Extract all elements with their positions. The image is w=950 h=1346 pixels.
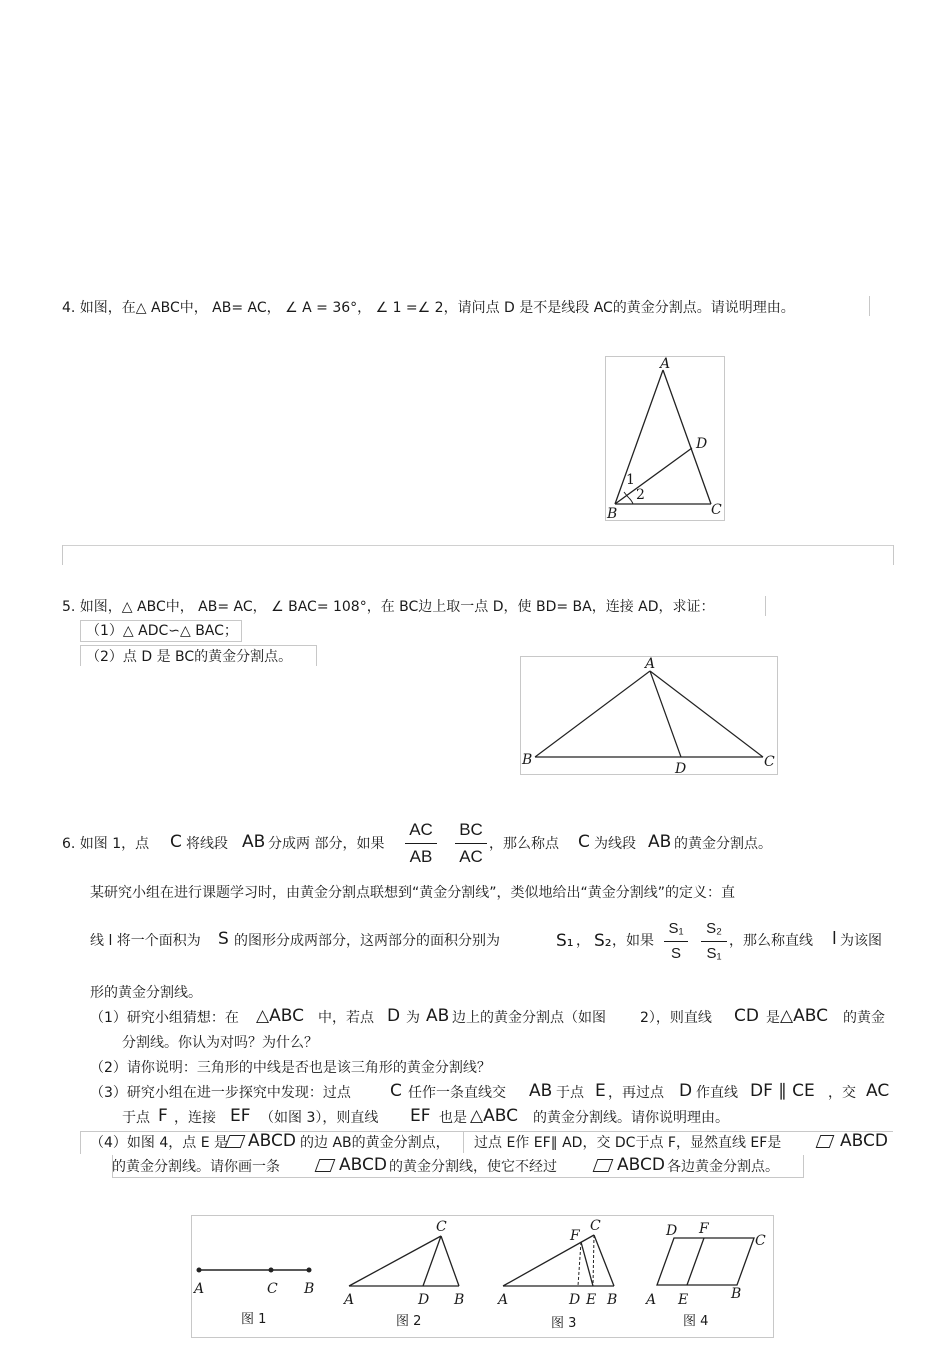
fig3-label-e: E [586, 1292, 597, 1308]
q6-part3-ac: AC [866, 1081, 890, 1101]
fig2-label-a: A [344, 1292, 355, 1308]
divider-edge-right [893, 545, 894, 565]
fig3-label-f: F [570, 1228, 580, 1244]
fig4-label-f: F [699, 1221, 709, 1237]
q6-part3-ab: AB [529, 1081, 553, 1101]
q6-var-ab: AB [242, 832, 266, 852]
fig3-label-d: D [569, 1292, 581, 1308]
q6-var-s2: S₂ [594, 931, 612, 951]
q6-part3-df: DF ∥ CE [750, 1081, 815, 1101]
fig4-label-b: B [731, 1286, 742, 1302]
fig4-label-e: E [678, 1292, 689, 1308]
q6-part3b-f: F [158, 1106, 168, 1126]
fraction-bar [405, 843, 437, 844]
label-b: B [522, 752, 533, 768]
q6-var-l: l [832, 929, 837, 949]
q6-part1-tri2: △ABC [780, 1006, 828, 1026]
q6-def-mid: 的图形分成两部分，这两部分的面积分别为 [234, 933, 500, 949]
q6-part1-pre: （1）研究小组猜想：在 [90, 1010, 239, 1026]
q6-line1-mid: 将线段 [186, 836, 228, 852]
q6-part3-mid: 任作一条直线交 [408, 1085, 506, 1101]
q6-part4-pre: （4）如图 4，点 E 是 [90, 1135, 229, 1151]
fig3-label-a: A [498, 1292, 509, 1308]
fraction-s2-s1 [701, 920, 727, 963]
q6-var-c2: C [578, 832, 590, 852]
q6-part1-line2: 分割线。你认为对吗？为什么？ [122, 1035, 318, 1051]
q6-part4b-abcd: ABCD [339, 1155, 387, 1175]
q6-part4b-mid: 的黄金分割线，使它不经过 [389, 1159, 557, 1175]
fig4-caption: 图 4 [683, 1314, 709, 1329]
q6-part3-c: C [390, 1081, 402, 1101]
text-box-edge [869, 296, 870, 316]
q6-part3-mid2: 于点 [556, 1085, 584, 1101]
text-box-edge [765, 596, 766, 616]
fig2-caption: 图 2 [396, 1314, 422, 1329]
q6-part1-fig: 2），则直线 [640, 1010, 712, 1026]
q6-line1-mid2: 分成两 部分，如果 [268, 836, 385, 852]
fig4-label-a: A [646, 1292, 657, 1308]
fig3-label-b: B [607, 1292, 618, 1308]
q6-part1-end: 的黄金 [843, 1010, 885, 1026]
fraction-bar [664, 941, 688, 942]
q6-part4b-end: 各边黄金分割点。 [667, 1159, 779, 1175]
question-5-part-2: （2）点 D 是 BC的黄金分割点。 [86, 649, 293, 665]
question-4-figure [605, 356, 726, 522]
fraction-denominator: S [670, 945, 681, 962]
q6-var-s: S [218, 929, 229, 949]
fig3-caption: 图 3 [551, 1316, 577, 1331]
fig2-label-d: D [418, 1292, 430, 1308]
q6-part3-d: D [679, 1081, 693, 1101]
figures-1-to-4 [191, 1215, 775, 1339]
q6-part4b-abcd2: ABCD [617, 1155, 665, 1175]
fig1-caption: 图 1 [241, 1312, 267, 1327]
q6-part3b-mid: ，连接 [174, 1110, 216, 1126]
fraction-denominator: AC [459, 847, 483, 866]
q6-part4-abcd2: ABCD [840, 1131, 888, 1151]
q6-part3b-tri: △ABC [470, 1106, 518, 1126]
q6-part1-ab: AB [426, 1006, 450, 1026]
q6-comma: ， [576, 933, 590, 949]
q6-part3b-mid3: 也是 [439, 1110, 467, 1126]
fraction-bar [701, 941, 727, 942]
label-a: A [645, 656, 656, 672]
q6-definition-line3: 形的黄金分割线。 [90, 985, 202, 1001]
divider [62, 545, 894, 546]
fraction-s1-s [664, 920, 688, 963]
label-a: A [660, 356, 671, 372]
q6-part3b-end: 的黄金分割线。请你说明理由。 [533, 1110, 729, 1126]
q6-part4b-pre: 的黄金分割线。请你画一条 [112, 1159, 280, 1175]
q6-line1-post: ，那么称点 [489, 836, 559, 852]
fig3-label-c: C [590, 1218, 601, 1234]
label-d: D [675, 761, 687, 776]
q6-part3b-mid2: （如图 3），则直线 [260, 1110, 379, 1126]
angle-1-label: 1 [626, 472, 635, 488]
fraction-numerator: BC [459, 820, 483, 839]
angle-2-label: 2 [636, 487, 645, 503]
fig2-label-b: B [454, 1292, 465, 1308]
q6-part3b-ef: EF [230, 1106, 251, 1126]
fraction-ac-ab [405, 820, 437, 867]
q6-def-post: ，那么称直线 [729, 933, 813, 949]
q6-def-pre: 线 l 将一个面积为 [90, 933, 201, 949]
q6-part3-mid4: 作直线 [696, 1085, 738, 1101]
question-5-figure [520, 656, 779, 776]
q6-line1-post3: 的黄金分割点。 [674, 836, 772, 852]
q6-part1-cd: CD [734, 1006, 759, 1026]
question-5-part-1: （1）△ ADC∽△ BAC； [86, 623, 238, 639]
divider-edge-left [62, 545, 63, 565]
q6-part1-tri: △ABC [256, 1006, 304, 1026]
q6-part1-mid2: 为 [406, 1010, 420, 1026]
fraction-numerator: AC [409, 820, 433, 839]
fraction-denominator: S₁ [706, 945, 722, 962]
q6-part3b-pre: 于点 [122, 1110, 150, 1126]
label-c: C [711, 502, 722, 518]
q6-var-c: C [170, 832, 182, 852]
label-b: B [607, 506, 618, 522]
label-c: C [764, 754, 775, 770]
fraction-bar [455, 843, 487, 844]
q6-part3b-ef2: EF [410, 1106, 431, 1126]
fig1-label-a: A [194, 1281, 205, 1297]
q6-part3-mid3: ，再过点 [608, 1085, 664, 1101]
q6-line1-post2: 为线段 [594, 836, 636, 852]
fig4-label-d: D [666, 1223, 678, 1239]
q6-part4-mid2: 过点 E作 EF∥ AD，交 DC于点 F，显然直线 EF是 [474, 1135, 782, 1151]
fig1-label-c: C [267, 1281, 278, 1297]
q6-def-post2: 为该图 [840, 933, 882, 949]
question-5-text: 5. 如图，△ ABC中， AB= AC， ∠ BAC= 108°，在 BC边上取一点 D，使 BD= BA，连接 AD，求证： [62, 599, 715, 615]
text-box-edge [463, 1131, 464, 1153]
fraction-numerator: S₂ [706, 920, 722, 937]
label-d: D [696, 436, 708, 452]
fraction-bc-ac [455, 820, 487, 867]
q6-part3-mid5: ，交 [828, 1085, 856, 1101]
q6-var-s1: S₁ [556, 931, 574, 951]
q6-part2: （2）请你说明：三角形的中线是否也是该三角形的黄金分割线？ [90, 1060, 491, 1076]
q6-part1-mid: 中，若点 [318, 1010, 374, 1026]
question-4-text: 4. 如图，在△ ABC中， AB= AC， ∠ A = 36°， ∠ 1 =∠ 2，请问点 D 是不是线段 AC的黄金分割点。请说明理由。 [62, 300, 795, 316]
q6-part1-mid3: 边上的黄金分割点（如图 [452, 1010, 606, 1026]
fig1-label-b: B [304, 1281, 315, 1297]
q6-var-ab2: AB [648, 832, 672, 852]
q6-line1-pre: 6. 如图 1，点 [62, 836, 150, 852]
q6-part3-pre: （3）研究小组在进一步探究中发现：过点 [90, 1085, 351, 1101]
q6-part3-e: E [595, 1081, 606, 1101]
q6-definition-line1: 某研究小组在进行课题学习时，由黄金分割点联想到“黄金分割线”，类似地给出“黄金分割线”的定义：直 [90, 885, 736, 901]
fig2-label-c: C [436, 1219, 447, 1235]
q6-part1-d: D [387, 1006, 401, 1026]
q6-def-if: ，如果 [612, 933, 654, 949]
fraction-denominator: AB [409, 847, 433, 866]
fig4-label-c: C [755, 1233, 766, 1249]
q6-part1-is: 是 [766, 1010, 780, 1026]
q6-part4-abcd: ABCD [248, 1131, 296, 1151]
fraction-numerator: S₁ [668, 920, 684, 937]
q6-part4-mid: 的边 AB的黄金分割点， [300, 1135, 450, 1151]
